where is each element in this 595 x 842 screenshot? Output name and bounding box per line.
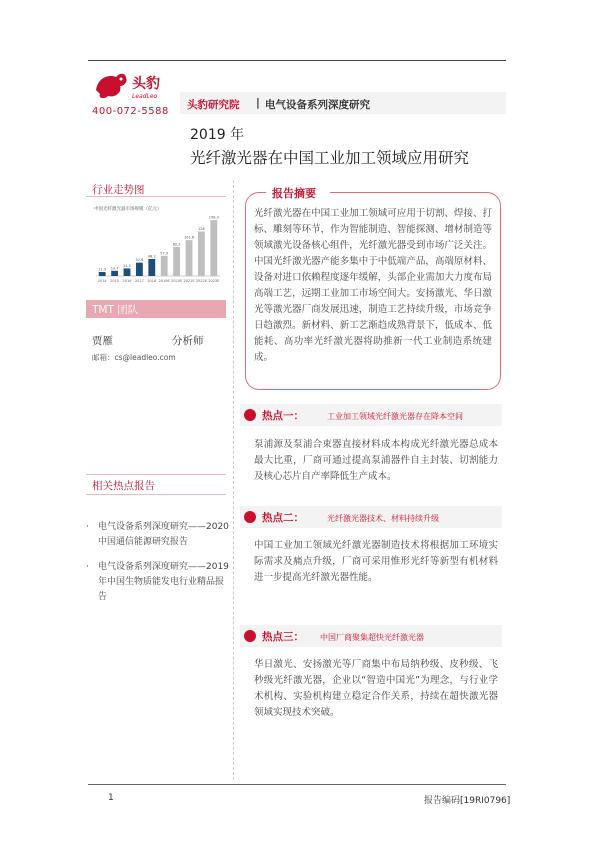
chart-data-label: 57.3 bbox=[160, 251, 169, 256]
top-rule bbox=[88, 60, 506, 61]
trend-rule bbox=[86, 196, 226, 197]
hotspot-marker-icon bbox=[244, 409, 256, 421]
chart-tick-label: 2016 bbox=[122, 279, 132, 283]
chart-data-label: 82.2 bbox=[172, 242, 181, 247]
chart-tick-label: 2014 bbox=[97, 279, 107, 283]
hotspot-number: 热点三： bbox=[262, 631, 304, 643]
chart-bar bbox=[210, 220, 217, 276]
chart-data-label: 37.8 bbox=[135, 258, 144, 263]
chart-bar bbox=[124, 268, 131, 276]
related-heading: 相关热点报告 bbox=[92, 480, 155, 492]
abstract-label: 报告摘要 bbox=[272, 187, 316, 200]
chart-data-label: 11.3 bbox=[98, 267, 107, 272]
header-separator: | bbox=[256, 97, 260, 109]
related-report-item[interactable] bbox=[86, 520, 231, 550]
hotspot-marker-icon bbox=[244, 511, 256, 523]
chart-tick-label: 2017 bbox=[134, 279, 144, 283]
chart-bar bbox=[161, 256, 168, 276]
hotspot-body: 华日激光、安扬激光等厂商集中布局纳秒级、皮秒级、飞秒级光纤激光器，企业以“智造中国光”为理念，与行业学术机构、实验机构建立稳定合作关系，持续在超快激光器领域实现技术突破。 bbox=[254, 659, 498, 718]
leopard-logo-icon bbox=[92, 68, 172, 102]
chart-bar bbox=[99, 272, 106, 276]
svg-text:LeadLeo: LeadLeo bbox=[132, 93, 158, 100]
hotline-phone: 400-072-5588 bbox=[92, 106, 169, 117]
chart-tick-label: 2022E bbox=[195, 279, 207, 283]
chart-data-label: 48.2 bbox=[147, 254, 156, 259]
hotspot-number: 热点一： bbox=[262, 410, 304, 422]
analyst-role: 分析师 bbox=[172, 335, 204, 347]
chart-tick-label: 2021E bbox=[183, 279, 195, 283]
hotspot-body: 泵浦源及泵浦合束器直接材料成本构成光纤激光器总成本最大比重，厂商可通过提高泵浦器件自主封装、切割能力及核心芯片自产率降低生产成本。 bbox=[254, 439, 498, 482]
abstract-text: 光纤激光器在中国工业加工领域可应用于切割、焊接、打标、雕刻等环节，作为智能制造、智能探测、增材制造等领域激光设备核心组件，光纤激光器受到市场广泛关注。中国光纤激光器产能多集中于中低端产品，高端原材料、设备对进口依赖程度逐年缓解，头部企业需加大力度布局高端工艺，远期工业加工市场空间大。安扬激光、华日激光等激光器厂商发展迅速，制造工艺持续升级，市场竞争日趋激烈。新材料、新工艺渐趋成熟背景下，低成本、低能耗、高功率光纤激光器将助推新一代工业制造系统建成。 bbox=[254, 208, 492, 363]
chart-bar bbox=[111, 271, 118, 276]
hotspot-title: 光纤激光器技术、材料持续升级 bbox=[327, 514, 439, 523]
institute-name: 头豹研究院 bbox=[187, 99, 240, 111]
team-heading: TMT 团队 bbox=[92, 304, 139, 316]
chart-bar bbox=[148, 259, 155, 276]
analyst-email[interactable]: 邮箱：cs@leadleo.com bbox=[92, 353, 176, 362]
chart-tick-label: 2018 bbox=[147, 279, 157, 283]
report-code: 报告编码[19RI0796] bbox=[424, 796, 511, 806]
analyst-name: 贾雁 bbox=[92, 335, 113, 347]
hotspot-title: 中国厂商聚集超快光纤激光器 bbox=[320, 633, 424, 642]
chart-bar bbox=[186, 240, 193, 276]
bottom-rule bbox=[88, 784, 506, 785]
chart-tick-label: 2015 bbox=[110, 279, 120, 283]
chart-tick-label: 2020E bbox=[171, 279, 183, 283]
chart-title: 中国光纤激光器市场规模（亿元） bbox=[94, 207, 162, 212]
svg-text:头豹: 头豹 bbox=[132, 76, 160, 92]
chart-bar bbox=[136, 263, 143, 276]
chart-data-label: 158.3 bbox=[208, 215, 219, 220]
column-divider bbox=[233, 180, 234, 780]
chart-tick-label: 2019E bbox=[158, 279, 170, 283]
related-report-title: 电气设备系列深度研究——2019 年中国生物质能发电行业精品报告 bbox=[98, 562, 229, 602]
chart-bar bbox=[173, 247, 180, 276]
chart-data-label: 126 bbox=[198, 227, 205, 232]
hotspot-body: 中国工业加工领域光纤激光器制造技术将根据加工环境实际需求及痛点升级，厂商可采用惟形光纤等新型有机材料进一步提高光纤激光器性能。 bbox=[254, 540, 498, 583]
hotspot-title: 工业加工领域光纤激光器存在降本空间 bbox=[327, 412, 463, 421]
brand-logo bbox=[92, 68, 172, 102]
chart-data-label: 101.6 bbox=[183, 235, 195, 240]
bullet: · bbox=[86, 522, 89, 532]
trend-chart-svg bbox=[86, 198, 228, 288]
chart-bar bbox=[198, 232, 205, 276]
related-top-rule bbox=[86, 474, 226, 475]
chart-tick-label: 2023E bbox=[208, 279, 220, 283]
report-year: 2019 年 bbox=[190, 127, 245, 143]
trend-heading: 行业走势图 bbox=[92, 184, 145, 196]
series-name: 电气设备系列深度研究 bbox=[265, 99, 370, 111]
chart-data-label: 21.5 bbox=[123, 263, 131, 268]
related-rule bbox=[86, 494, 226, 495]
related-report-title: 电气设备系列深度研究——2020 中国通信能源研究报告 bbox=[98, 522, 229, 547]
hotspot-number: 热点二： bbox=[262, 512, 304, 524]
related-report-item[interactable] bbox=[86, 560, 231, 605]
bullet: · bbox=[86, 562, 89, 572]
page-number: 1 bbox=[108, 793, 114, 803]
chart-data-label: 14.7 bbox=[110, 266, 119, 271]
trend-chart bbox=[86, 198, 228, 288]
hotspot-marker-icon bbox=[244, 630, 256, 642]
report-title: 光纤激光器在中国工业加工领域应用研究 bbox=[190, 149, 470, 167]
